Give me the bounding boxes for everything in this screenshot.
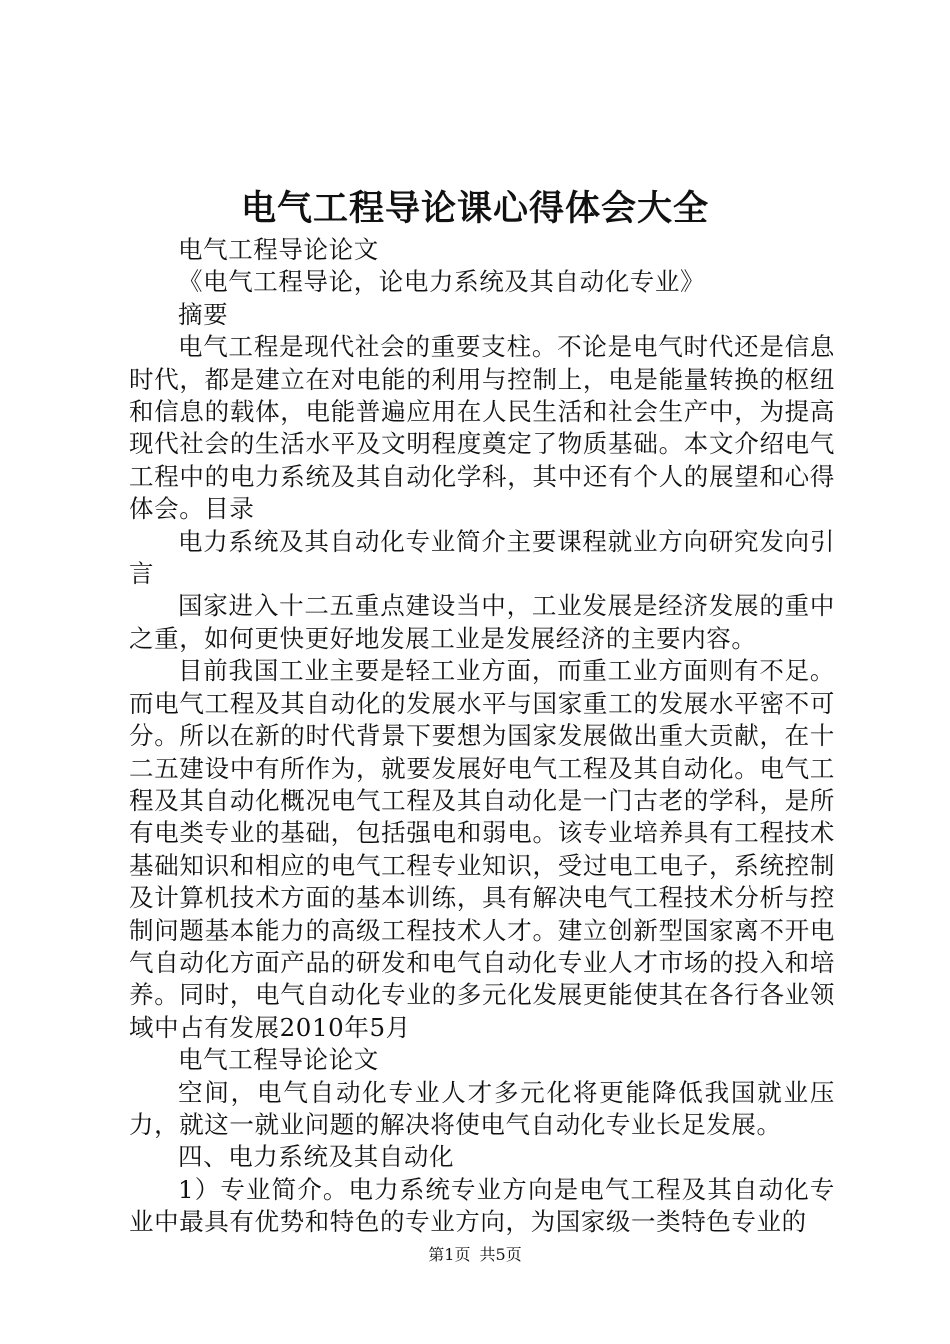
paragraph-overview: 目前我国工业主要是轻工业方面，而重工业方面则有不足。而电气工程及其自动化的发展水平与国家重工的发展水平密不可分。所以在新的时代背景下要想为国家发展做出重大贡献，在十二五建设中有所作为，就要发展好电气工程及其自动化。电气工程及其自动化概况电气工程及其自动化是一门古老的学科，是所有电类专业的基础，包括强电和弱电。该专业培养具有工程技术基础知识和相应的电气工程专业知识，受过电工电子，系统控制及计算机技术方面的基本训练，具有解决电气工程技术分析与控制问题基本能力的高级工程技术人才。建立创新型国家离不开电气自动化方面产品的研发和电气自动化专业人才市场的投入和培养。同时，电气自动化专业的多元化发展更能使其在各行各业领域中占有发展2010年5月	[129, 656, 835, 1042]
paragraph-space: 空间，电气自动化专业人才多元化将更能降低我国就业压力，就这一就业问题的解决将使电气自动化专业长足发展。	[129, 1077, 835, 1139]
paragraph-abstract: 电气工程是现代社会的重要支柱。不论是电气时代还是信息时代，都是建立在对电能的利用与控制上，电是能量转换的枢纽和信息的载体，电能普遍应用在人民生活和社会生产中，为提高现代社会的生活水平及文明程度奠定了物质基础。本文介绍电气工程中的电力系统及其自动化学科，其中还有个人的展望和心得体会。目录	[129, 332, 835, 524]
document-body	[129, 234, 835, 1239]
paragraph-introduction: 国家进入十二五重点建设当中，工业发展是经济发展的重中之重，如何更快更好地发展工业是发展经济的主要内容。	[129, 591, 835, 653]
paragraph-thesis-title: 《电气工程导论，论电力系统及其自动化专业》	[178, 267, 706, 297]
section-heading-4: 四、电力系统及其自动化	[178, 1142, 455, 1172]
page-number-footer: 第1页 共5页	[428, 1245, 522, 1264]
paragraph-thesis-label: 电气工程导论论文	[178, 235, 379, 264]
paragraph-contents: 电力系统及其自动化专业简介主要课程就业方向研究发向引言	[129, 526, 835, 589]
document-title: 电气工程导论课心得体会大全	[240, 188, 709, 229]
paragraph-profile: 1）专业简介。电力系统专业方向是电气工程及其自动化专业中最具有优势和特色的专业方向，为国家级一类特色专业的	[129, 1174, 835, 1237]
paragraph-thesis-label-repeat: 电气工程导论论文	[178, 1045, 379, 1075]
paragraph-abstract-heading: 摘要	[178, 299, 229, 329]
